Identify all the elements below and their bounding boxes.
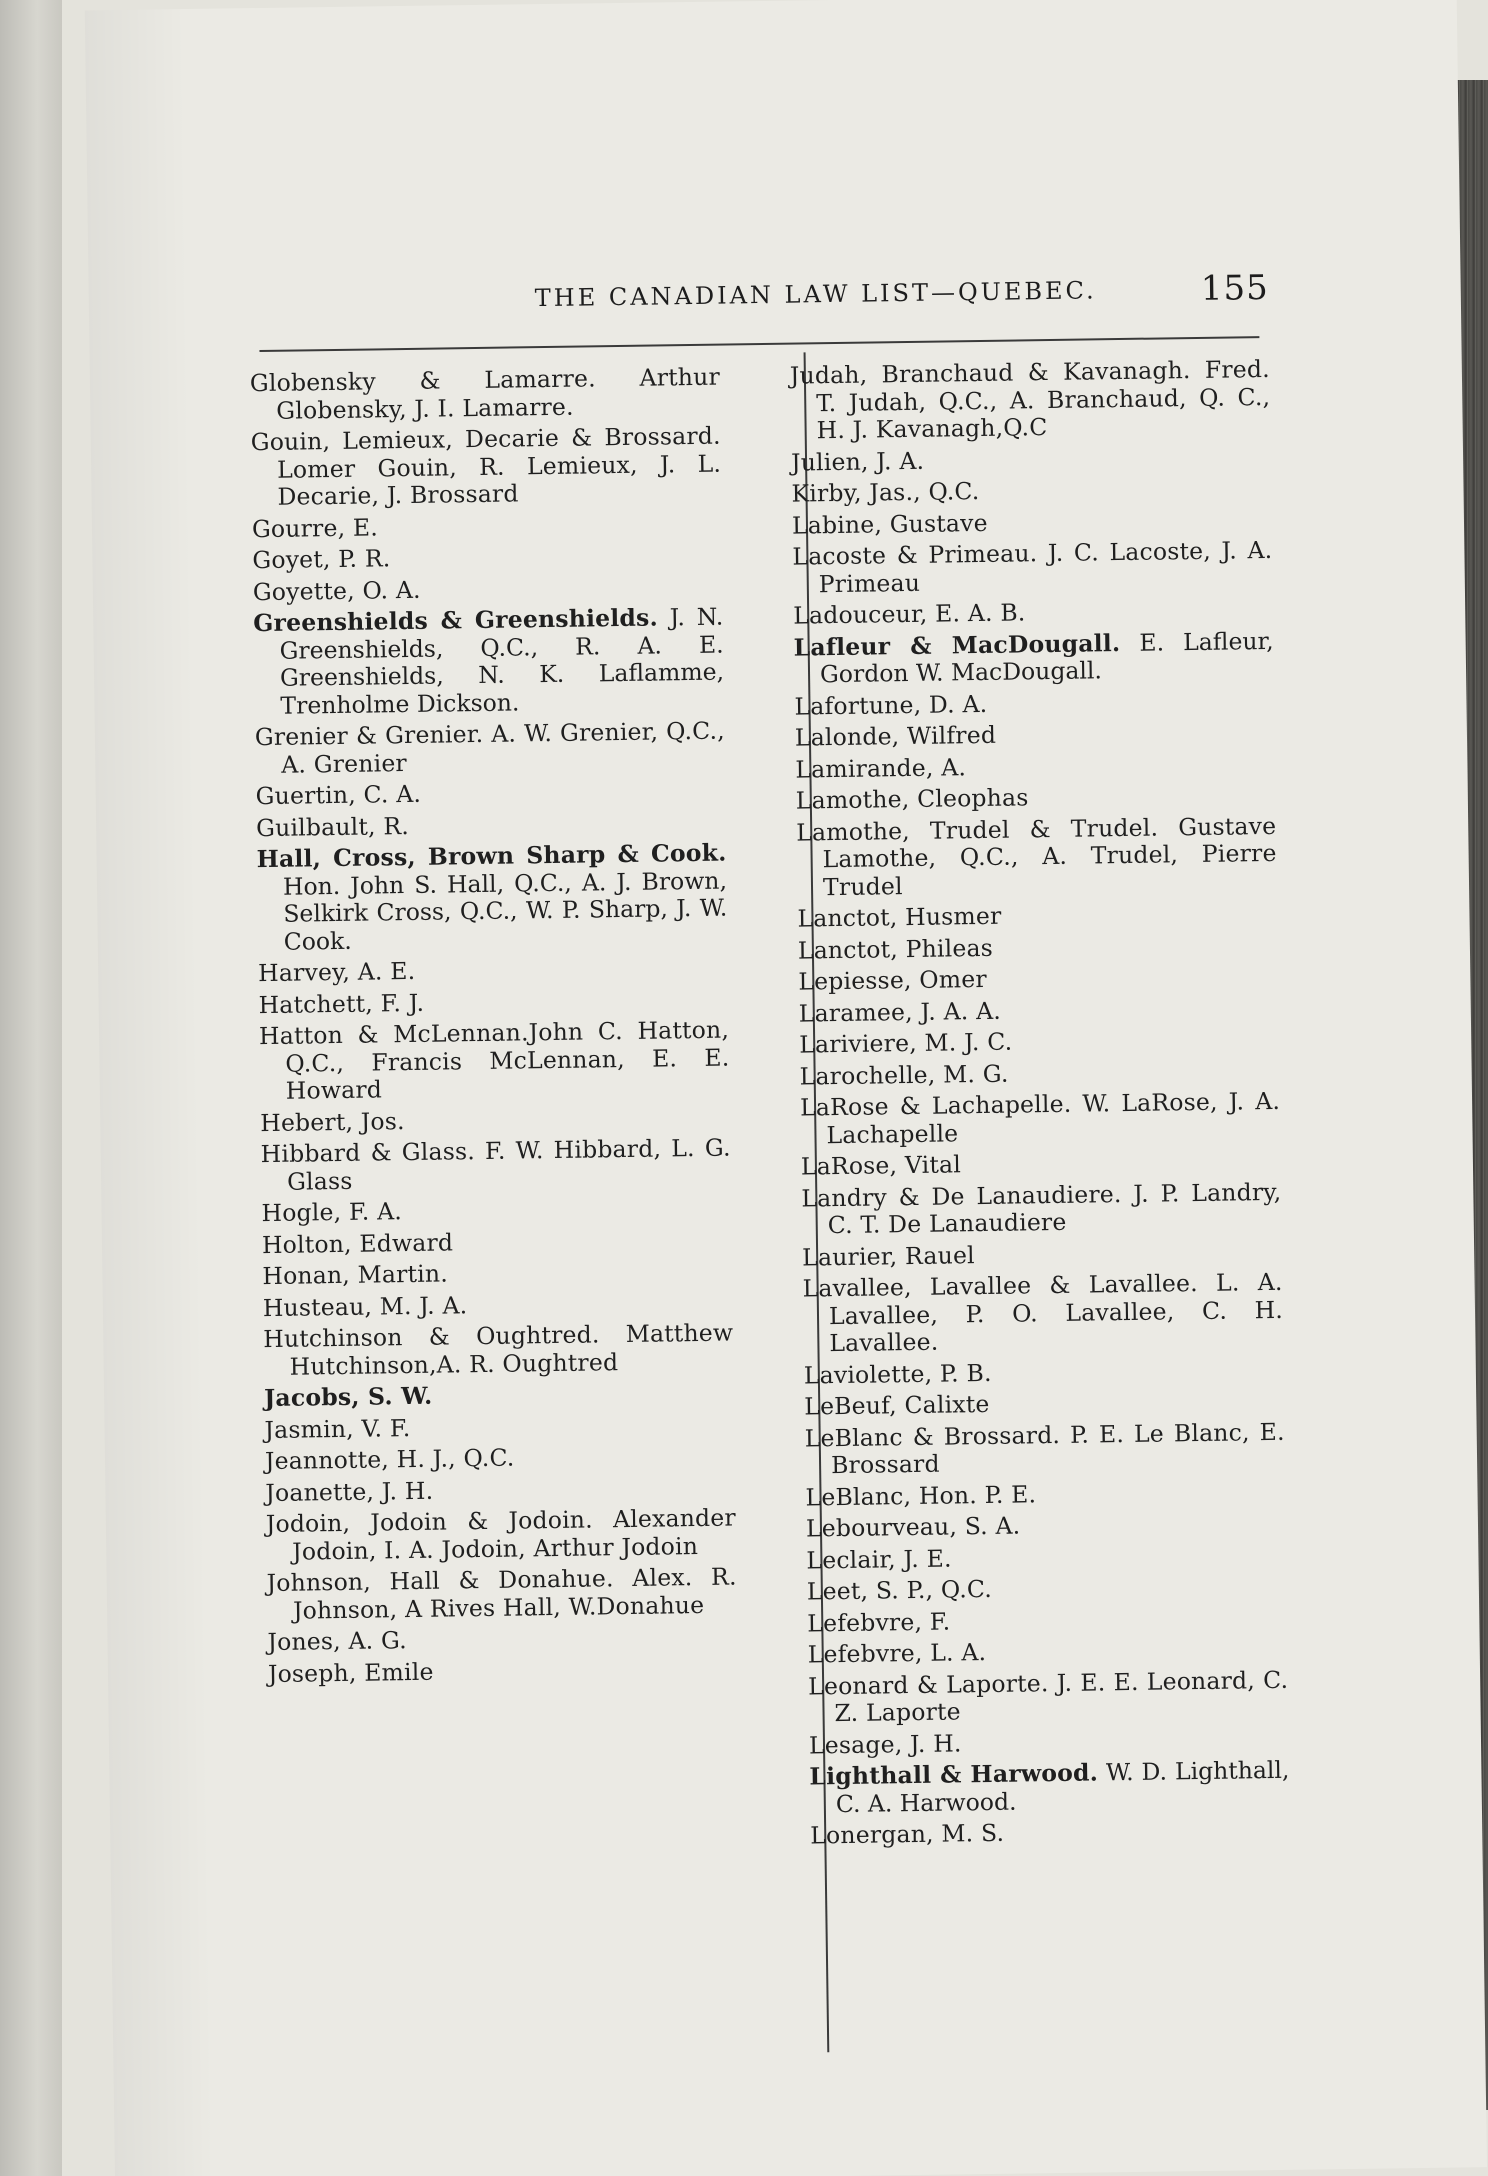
directory-entry	[792, 537, 1273, 599]
entry-text: Holton, Edward	[261, 1227, 454, 1259]
directory-entry	[807, 1603, 1287, 1637]
entry-text: Julien, J. A.	[790, 446, 925, 477]
running-head: THE CANADIAN LAW LIST—QUEBEC.	[534, 276, 1097, 313]
entry-text: Lonergan, M. S.	[810, 1818, 1005, 1850]
directory-entry	[264, 1410, 734, 1444]
entry-text: Harvey, A. E.	[257, 956, 416, 988]
entry-text: Jeannotte, H. J., Q.C.	[264, 1443, 515, 1476]
directory-entry	[252, 509, 722, 543]
entry-text: Jodoin, Jodoin & Jodoin. Alexander Jodoin, I. A. Jodoin, Arthur Jodoin	[265, 1503, 737, 1566]
entry-text: Leet, S. P., Q.C.	[806, 1574, 993, 1606]
page-number: 155	[1200, 267, 1269, 309]
entry-text: Goyette, O. A.	[252, 575, 421, 606]
directory-entry	[805, 1418, 1286, 1480]
entry-text: Gouin, Lemieux, Decarie & Brossard. Lomer Gouin, R. Lemieux, J. L. Decarie, J. Brossard	[250, 421, 722, 511]
entry-text: Lepiesse, Omer	[798, 964, 987, 996]
directory-entry	[256, 777, 726, 811]
directory-entry	[264, 1379, 734, 1413]
entry-text: LeBlanc, Hon. P. E.	[805, 1479, 1037, 1512]
directory-entry	[253, 572, 723, 606]
directory-entry	[256, 808, 726, 842]
directory-entry	[798, 962, 1278, 996]
directory-entry	[808, 1666, 1289, 1728]
directory-entry	[268, 1654, 738, 1688]
entry-text: Joseph, Emile	[267, 1657, 434, 1688]
firm-name: Greenshields & Greenshields.	[253, 603, 659, 638]
directory-entry	[806, 1509, 1286, 1543]
entry-text: Joanette, J. H.	[265, 1476, 434, 1507]
directory-entry	[795, 718, 1275, 752]
entry-text: Ladouceur, E. A. B.	[793, 598, 1026, 630]
entry-members: W. D. Lighthall, C. A. Harwood.	[835, 1755, 1290, 1818]
entry-text: Lacoste & Primeau. J. C. Lacoste, J. A. Primeau	[792, 535, 1273, 598]
entry-text: Jasmin, V. F.	[264, 1413, 411, 1444]
directory-entry	[793, 627, 1274, 689]
directory-entry	[801, 1147, 1281, 1181]
directory-entry	[261, 1194, 731, 1228]
directory-entry	[804, 1387, 1284, 1421]
directory-entry	[798, 930, 1278, 964]
entry-text: LaRose, Vital	[800, 1150, 962, 1181]
entry-text: Husteau, M. J. A.	[262, 1290, 468, 1322]
directory-entry	[253, 604, 724, 721]
directory-entry	[266, 1504, 737, 1566]
entry-text: Lebourveau, S. A.	[805, 1511, 1021, 1543]
entry-text: Guertin, C. A.	[255, 779, 422, 811]
entry-text: Labine, Gustave	[791, 508, 988, 540]
right-column	[790, 356, 1291, 1854]
entry-text: Larochelle, M. G.	[799, 1059, 1009, 1091]
directory-entry	[795, 749, 1275, 783]
entry-text: Globensky & Lamarre. Arthur Globensky, J. I. Lamarre.	[249, 362, 721, 425]
directory-entry	[256, 840, 727, 957]
entry-text: Laramee, J. A. A.	[798, 996, 1002, 1028]
directory-entry	[802, 1237, 1282, 1271]
directory-entry	[265, 1473, 735, 1507]
firm-name: Lighthall & Harwood.	[809, 1758, 1099, 1791]
entry-text: Judah, Branchaud & Kavanagh. Fred. T. Judah, Q.C., A. Branchaud, Q. C., H. J. Kavanagh,Q.C	[789, 354, 1271, 445]
directory-entry	[258, 954, 728, 988]
entry-text: Lariviere, M. J. C.	[799, 1027, 1013, 1059]
firm-name: Jacobs, S. W.	[263, 1381, 433, 1413]
entry-text: LeBlanc & Brossard. P. E. Le Blanc, E. Brossard	[804, 1417, 1285, 1480]
left-column	[250, 364, 738, 1692]
entry-text: Goyet, P. R.	[252, 544, 391, 575]
entry-text: Lamirande, A.	[795, 752, 967, 784]
entry-text: Lavallee, Lavallee & Lavallee. L. A. Lavallee, P. O. Lavallee, C. H. Lavallee.	[802, 1267, 1284, 1358]
firm-name: Lafleur & MacDougall.	[793, 628, 1121, 662]
directory-entry	[797, 899, 1277, 933]
facing-page-edge	[0, 0, 62, 2176]
entry-text: Leclair, J. E.	[806, 1543, 952, 1575]
directory-entry	[799, 1025, 1279, 1059]
directory-entry	[265, 1442, 735, 1476]
directory-entry	[267, 1563, 738, 1625]
entry-text: Lanctot, Phileas	[797, 933, 994, 965]
directory-entry	[251, 423, 722, 512]
entry-text: Landry & De Lanaudiere. J. P. Landry, C. T. De Lanaudiere	[801, 1177, 1282, 1240]
entry-text: Jones, A. G.	[267, 1626, 408, 1657]
entry-text: Hutchinson & Oughtred. Matthew Hutchinson,A. R. Oughtred	[263, 1318, 734, 1381]
directory-entry	[796, 781, 1276, 815]
directory-entry	[799, 1056, 1279, 1090]
entry-text: Hatton & McLennan.John C. Hatton, Q.C., Francis McLennan, E. E. Howard	[258, 1015, 730, 1105]
directory-entry	[261, 1135, 732, 1197]
entry-text: Lafortune, D. A.	[794, 689, 988, 721]
entry-text: Laviolette, P. B.	[803, 1358, 992, 1390]
entry-members: J. N. Greenshields, Q.C., R. A. E. Greenshields, N. K. Laflamme, Trenholme Dickson.	[279, 602, 725, 720]
directory-entry	[793, 596, 1273, 630]
entry-text: Lesage, J. H.	[808, 1728, 962, 1759]
entry-text: LaRose & Lachapelle. W. LaRose, J. A. Lachapelle	[799, 1086, 1281, 1149]
entry-text: Hogle, F. A.	[261, 1197, 403, 1228]
directory-entry	[255, 718, 726, 780]
directory-entry	[267, 1622, 737, 1656]
directory-entry	[792, 505, 1272, 539]
directory-entry	[263, 1320, 734, 1382]
directory-entry	[799, 993, 1279, 1027]
directory-entry	[252, 541, 722, 575]
directory-entry	[806, 1540, 1286, 1574]
directory-entry	[804, 1355, 1284, 1389]
directory-entry	[810, 1816, 1290, 1850]
directory-entry	[801, 1178, 1282, 1240]
entry-text: Hibbard & Glass. F. W. Hibbard, L. G. Glass	[260, 1133, 731, 1196]
directory-entry	[809, 1757, 1290, 1819]
directory-entry	[262, 1257, 732, 1291]
entry-text: Hebert, Jos.	[260, 1106, 405, 1137]
directory-entry	[259, 1017, 730, 1106]
directory-entry	[790, 356, 1271, 445]
directory-entry	[805, 1477, 1285, 1511]
entry-members: Hon. John S. Hall, Q.C., A. J. Brown, Selkirk Cross, Q.C., W. P. Sharp, J. W. Cook.	[282, 866, 728, 956]
entry-text: Hatchett, F. J.	[258, 988, 425, 1019]
entry-text: Lamothe, Cleophas	[795, 783, 1029, 815]
directory-entry	[262, 1225, 732, 1259]
directory-entry	[791, 474, 1271, 508]
page-header	[259, 267, 1270, 338]
entry-text: Lamothe, Trudel & Trudel. Gustave Lamothe, Q.C., A. Trudel, Pierre Trudel	[796, 811, 1277, 901]
directory-entry	[807, 1572, 1287, 1606]
directory-entry	[796, 812, 1277, 901]
entry-members: E. Lafleur, Gordon W. MacDougall.	[819, 626, 1274, 689]
entry-text: Lefebvre, F.	[807, 1607, 951, 1638]
header-rule	[259, 336, 1259, 352]
entry-text: Gourre, E.	[251, 512, 379, 543]
directory-entry	[260, 1103, 730, 1137]
directory-entry	[800, 1088, 1281, 1150]
directory-entry	[802, 1269, 1283, 1358]
directory-entry	[250, 364, 721, 426]
entry-text: Leonard & Laporte. J. E. E. Leonard, C. Z. Laporte	[807, 1665, 1289, 1728]
entry-text: LeBeuf, Calixte	[804, 1389, 990, 1421]
gutter-shadow	[85, 9, 215, 2176]
book-page	[85, 0, 1487, 2176]
directory-entry	[794, 686, 1274, 720]
entry-text: Guilbault, R.	[255, 811, 410, 842]
directory-entry	[791, 442, 1271, 476]
entry-text: Kirby, Jas., Q.C.	[791, 476, 980, 508]
firm-name: Hall, Cross, Brown Sharp & Cook.	[256, 838, 727, 874]
entry-text: Honan, Martin.	[262, 1259, 449, 1291]
entry-text: Laurier, Rauel	[801, 1240, 975, 1272]
entry-text: Lalonde, Wilfred	[794, 720, 997, 752]
entry-text: Johnson, Hall & Donahue. Alex. R. Johnson, A Rives Hall, W.Donahue	[266, 1562, 737, 1625]
entry-text: Lanctot, Husmer	[797, 901, 1002, 933]
directory-entry	[808, 1635, 1288, 1669]
directory-entry	[263, 1288, 733, 1322]
entry-text: Grenier & Grenier. A. W. Grenier, Q.C., A. Grenier	[254, 716, 726, 779]
directory-entry	[258, 985, 728, 1019]
entry-text: Lefebvre, L. A.	[807, 1638, 987, 1669]
directory-entry	[809, 1725, 1289, 1759]
